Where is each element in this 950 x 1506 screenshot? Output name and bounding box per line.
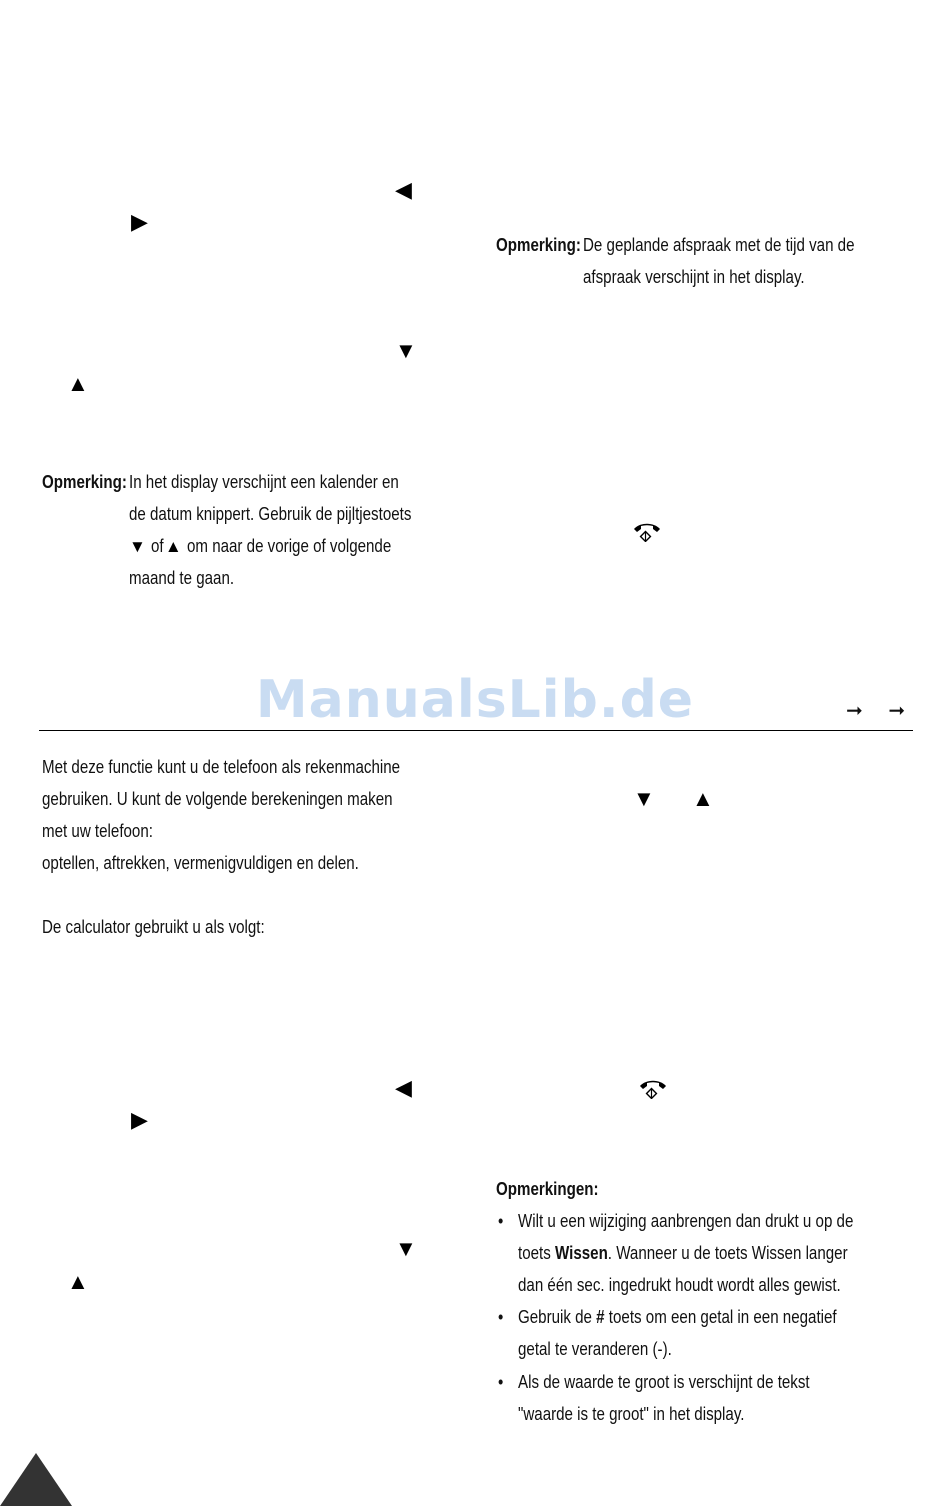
right-arrow-icon: ▶ [131,1107,148,1132]
down-arrow-icon: ▼ [129,537,146,556]
up-arrow-icon: ▲ [692,786,714,811]
down-arrow-icon: ▼ [633,786,655,811]
left-arrow-icon: ◀ [395,1075,412,1100]
bullet-line [518,1237,848,1269]
continue-arrows-icon: ➞ ➞ [846,700,916,722]
note-line: de datum knippert. Gebruik de pijltjestoets [129,504,412,524]
bullet-line [518,1301,837,1333]
section-divider [39,730,913,731]
bullet-line: getal te veranderen (-). [518,1339,672,1359]
note-line-with-arrows [129,530,430,563]
intro-line: gebruiken. U kunt de volgende berekeningen maken [42,789,393,809]
down-arrow-icon: ▼ [395,338,417,363]
note-label: Opmerking: [496,235,581,255]
left-arrow-icon: ◀ [395,177,412,202]
intro-line: met uw telefoon: [42,821,153,841]
intro-line: Met deze functie kunt u de telefoon als rekenmachine [42,757,401,777]
note-line-text: om naar de vorige of volgende [186,536,391,556]
down-arrow-icon: ▼ [395,1236,417,1261]
notes-heading: Opmerkingen: [496,1179,599,1199]
note-label: Opmerking: [42,472,127,492]
note-line: afspraak verschijnt in het display. [583,267,805,287]
note-line: maand te gaan. [129,568,235,588]
hash-key-label: # [596,1307,605,1327]
up-arrow-icon: ▲ [67,371,89,396]
note-line-text: of [150,536,164,556]
up-arrow-icon: ▲ [67,1269,89,1294]
bullet-text: Gebruik de [518,1307,592,1327]
end-call-icon [632,520,662,542]
bullet-dot: • [498,1372,504,1392]
note-line: In het display verschijnt een kalender en [129,472,399,492]
up-arrow-icon: ▲ [164,537,182,556]
bullet-line: dan één sec. ingedrukt houdt wordt alles gewist. [518,1275,841,1295]
bullet-line: Als de waarde te groot is verschijnt de tekst [518,1372,810,1392]
bullet-line: "waarde is te groot" in het display. [518,1404,745,1424]
bullet-dot: • [498,1211,504,1231]
wissen-key-label: Wissen [554,1243,608,1263]
right-arrow-icon: ▶ [131,209,148,234]
bullet-text: . Wanneer u de toets Wissen langer [607,1243,848,1263]
watermark: ManualsLib.de [255,670,695,730]
bullet-line: Wilt u een wijziging aanbrengen dan drukt u op de [518,1211,854,1231]
intro-line: optellen, aftrekken, vermenigvuldigen en delen. [42,853,359,873]
bullet-dot: • [498,1307,504,1327]
howto-line: De calculator gebruikt u als volgt: [42,917,265,937]
end-call-icon [638,1077,668,1099]
page-corner-triangle-icon [0,1453,72,1506]
bullet-text: toets om een getal in een negatief [608,1307,837,1327]
note-line: De geplande afspraak met de tijd van de [583,235,855,255]
bullet-text: toets [518,1243,551,1263]
